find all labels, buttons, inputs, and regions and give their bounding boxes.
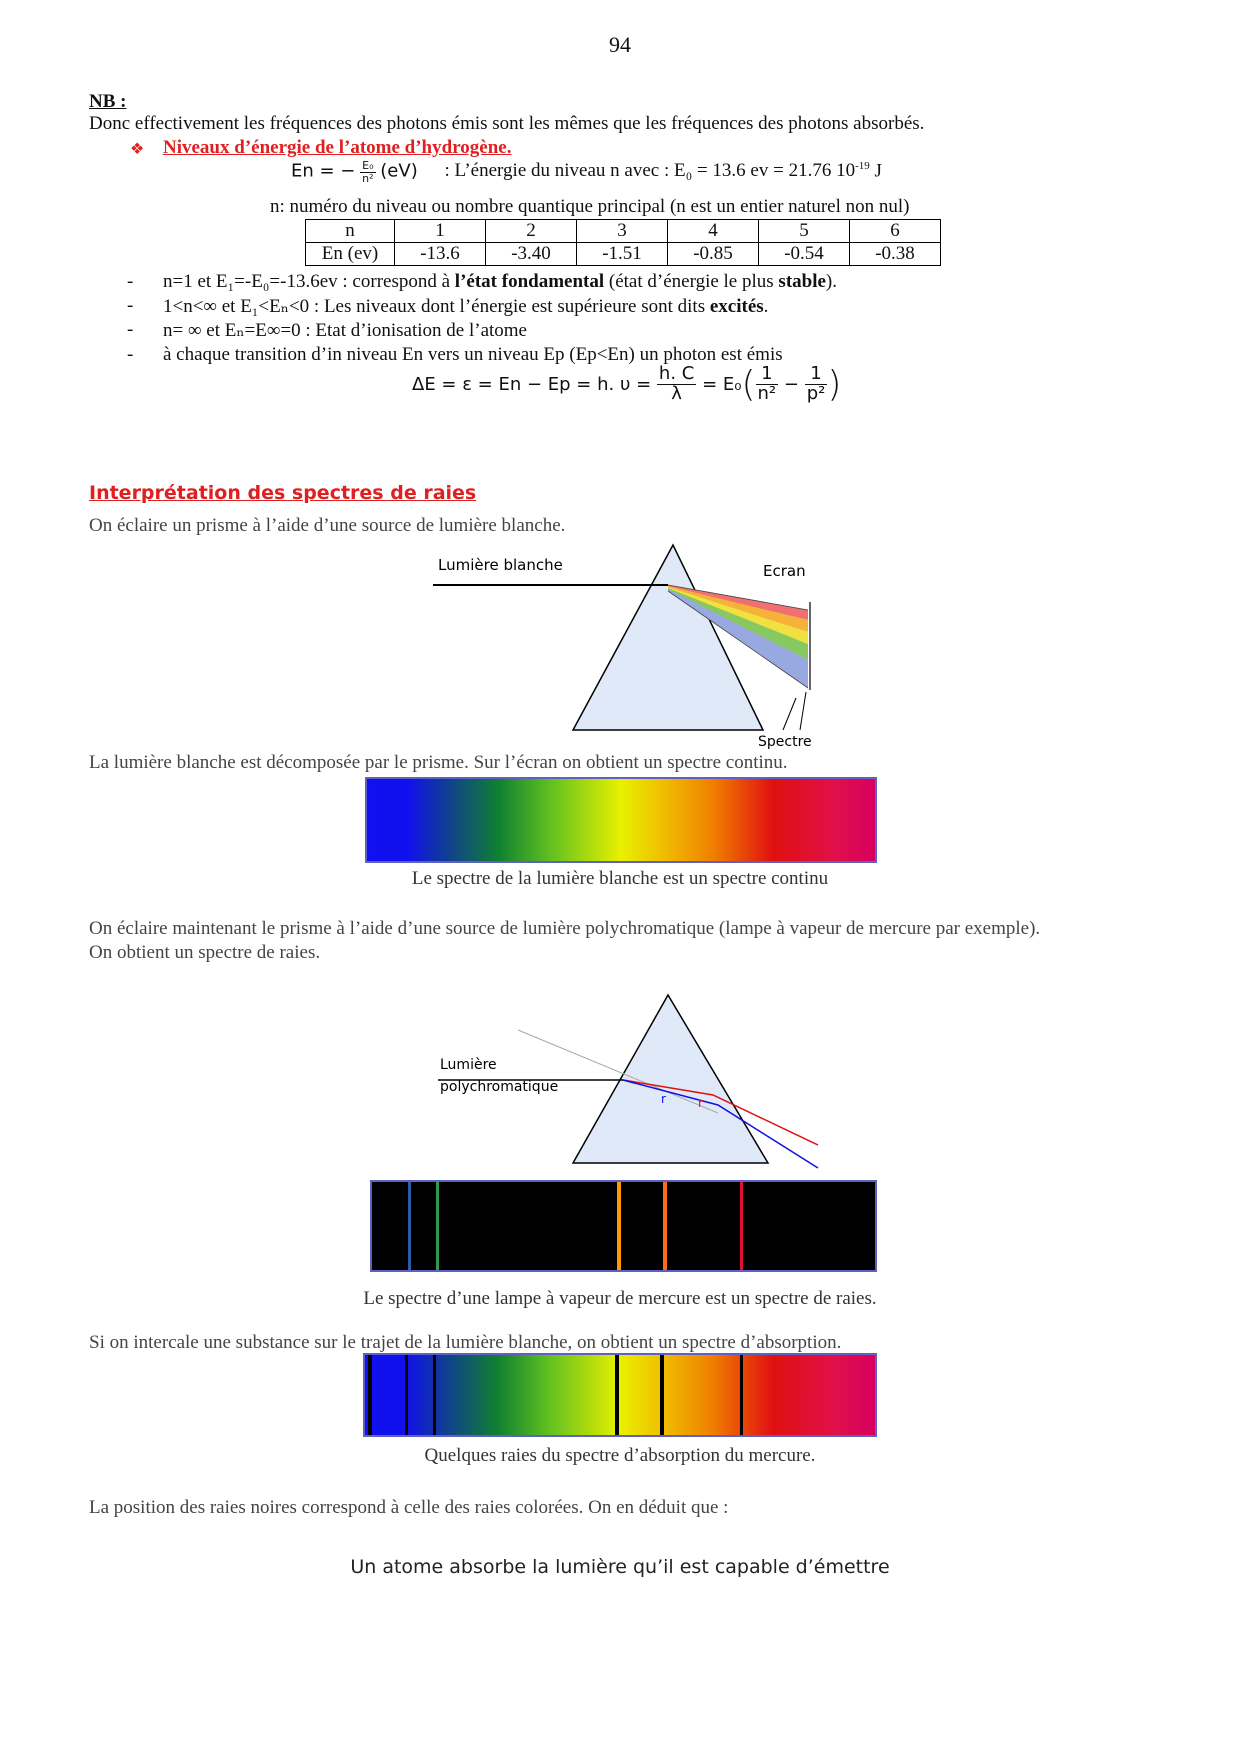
label-spectrum: Spectre xyxy=(758,734,812,750)
formula-unit: (eV) xyxy=(380,160,418,182)
spectrum-pointer xyxy=(800,692,806,730)
bullet-excited xyxy=(163,295,768,318)
caption-emission: Le spectre d’une lampe à vapeur de mercure est un spectre de raies. xyxy=(363,1288,877,1309)
emission-line-orange-red xyxy=(663,1182,667,1270)
para-decomposition: La lumière blanche est décomposée par le prisme. Sur l’écran on obtient un spectre continu. xyxy=(89,752,788,773)
transition-eq2: = E₀ xyxy=(702,374,742,395)
bullet-text: . xyxy=(763,296,769,317)
diamond-bullet-icon: ❖ xyxy=(130,141,145,158)
table-row xyxy=(306,220,941,243)
formula-fraction xyxy=(360,160,375,184)
bullet-transition: à chaque transition d’in niveau En vers un niveau Ep (Ep<En) un photon est émis xyxy=(163,344,783,365)
fraction-den: p² xyxy=(806,383,826,404)
absorption-line xyxy=(368,1355,372,1435)
prism-shape xyxy=(573,995,768,1163)
emission-spectrum xyxy=(370,1180,877,1272)
label-white-light: Lumière blanche xyxy=(438,556,563,574)
hc-fraction xyxy=(657,365,696,404)
absorption-line xyxy=(405,1355,408,1435)
label-screen: Ecran xyxy=(763,562,806,580)
para-line-spectrum: On obtient un spectre de raies. xyxy=(89,942,321,963)
caption-continuous: Le spectre de la lumière blanche est un spectre continu xyxy=(411,868,829,889)
emission-line-blue xyxy=(408,1182,411,1270)
minus-sign: − xyxy=(783,374,799,395)
table-cell: -1.51 xyxy=(577,243,668,266)
dash-bullet: - xyxy=(127,344,134,365)
table-cell: 1 xyxy=(395,220,486,243)
table-cell: 5 xyxy=(759,220,850,243)
table-cell: -3.40 xyxy=(486,243,577,266)
formula-desc: : L’énergie du niveau n avec : E₀ = 13.6 ev = 21.76 10 xyxy=(444,160,856,182)
formula-num: E₀ xyxy=(360,160,375,173)
table-cell: 3 xyxy=(577,220,668,243)
energy-levels-table xyxy=(305,219,941,266)
bullet-bold: l’état fondamental xyxy=(454,271,605,292)
label-r-red: r xyxy=(698,1096,703,1110)
formula-lhs: En = − xyxy=(291,160,356,182)
transition-formula xyxy=(412,364,841,405)
fraction-den: n² xyxy=(757,383,777,404)
section-title: Interprétation des spectres de raies xyxy=(89,482,477,504)
caption-absorption: Quelques raies du spectre d’absorption du mercure. xyxy=(424,1445,816,1466)
table-cell: -0.38 xyxy=(850,243,941,266)
continuous-spectrum xyxy=(365,777,877,863)
bullet-text: 1<n<∞ et E₁<Eₙ<0 : Les niveaux dont l’énergie est supérieure sont dits xyxy=(163,296,710,317)
bullet-bold: excités xyxy=(709,296,764,317)
dash-bullet: - xyxy=(127,319,134,340)
bullet-bold: stable xyxy=(778,271,826,292)
formula-den: n² xyxy=(362,171,374,185)
formula-exp: -19 xyxy=(855,160,870,173)
emission-line-red xyxy=(740,1182,743,1270)
paren-open: ( xyxy=(741,364,756,405)
dash-bullet: - xyxy=(127,295,134,316)
page-number: 94 xyxy=(609,32,631,57)
table-row xyxy=(306,243,941,266)
table-cell: En (ev) xyxy=(306,243,395,266)
fraction-num: 1 xyxy=(805,365,828,385)
absorption-spectrum xyxy=(363,1353,877,1437)
absorption-line xyxy=(433,1355,436,1435)
para-absorption: Si on intercale une substance sur le trajet de la lumière blanche, on obtient un spectre d’absorption. xyxy=(89,1332,842,1353)
para-polychromatic: On éclaire maintenant le prisme à l’aide d’une source de lumière polychromatique (lampe à vapeur de mercure par exemple). xyxy=(89,918,1041,939)
transition-lhs: ΔE = ε = En − Ep = h. υ = xyxy=(412,374,652,395)
dash-bullet: - xyxy=(127,271,134,292)
spectrum-pointer xyxy=(783,698,796,730)
table-cell: n xyxy=(306,220,395,243)
bullet-text: (état d’énergie le plus xyxy=(604,271,779,292)
prism-refraction-figure xyxy=(428,985,833,1180)
para-white-light: On éclaire un prisme à l’aide d’une source de lumière blanche. xyxy=(89,515,566,536)
emission-line-orange xyxy=(617,1182,621,1270)
conclusion: Un atome absorbe la lumière qu’il est capable d’émettre xyxy=(350,1556,890,1578)
absorption-line xyxy=(740,1355,743,1435)
n-description: n: numéro du niveau ou nombre quantique principal (n est un entier naturel non nul) xyxy=(270,196,910,217)
label-lumiere: Lumière xyxy=(440,1057,497,1073)
label-polychromatique: polychromatique xyxy=(440,1079,559,1095)
fraction-num: h. C xyxy=(658,363,695,385)
table-cell: 6 xyxy=(850,220,941,243)
table-cell: -13.6 xyxy=(395,243,486,266)
energy-formula xyxy=(291,160,882,184)
table-cell: -0.85 xyxy=(668,243,759,266)
fraction-den: λ xyxy=(671,383,682,404)
bullet-ground-state xyxy=(163,271,837,293)
paren-close: ) xyxy=(827,364,842,405)
table-cell: -0.54 xyxy=(759,243,850,266)
label-r-blue: r xyxy=(661,1092,666,1106)
levels-title: Niveaux d’énergie de l’atome d’hydrogène. xyxy=(163,137,512,158)
prism-dispersion-figure xyxy=(428,540,813,750)
para-deduction: La position des raies noires correspond à celle des raies colorées. On en déduit que : xyxy=(89,1497,729,1518)
formula-unit-j: J xyxy=(869,160,882,182)
nb-label: NB : xyxy=(89,91,127,112)
bullet-ionisation: n= ∞ et Eₙ=E∞=0 : Etat d’ionisation de l’atome xyxy=(163,320,527,341)
p-fraction xyxy=(805,365,828,404)
bullet-text: n=1 et E₁=-E₀=-13.6ev : correspond à xyxy=(163,271,455,292)
nb-text: Donc effectivement les fréquences des photons émis sont les mêmes que les fréquences des photons absorbés. xyxy=(89,113,925,134)
fraction-num: 1 xyxy=(756,365,779,385)
table-cell: 2 xyxy=(486,220,577,243)
emission-line-green xyxy=(436,1182,439,1270)
n-fraction xyxy=(756,365,779,404)
bullet-text: ). xyxy=(825,271,837,292)
absorption-line xyxy=(660,1355,664,1435)
absorption-line xyxy=(615,1355,619,1435)
table-cell: 4 xyxy=(668,220,759,243)
